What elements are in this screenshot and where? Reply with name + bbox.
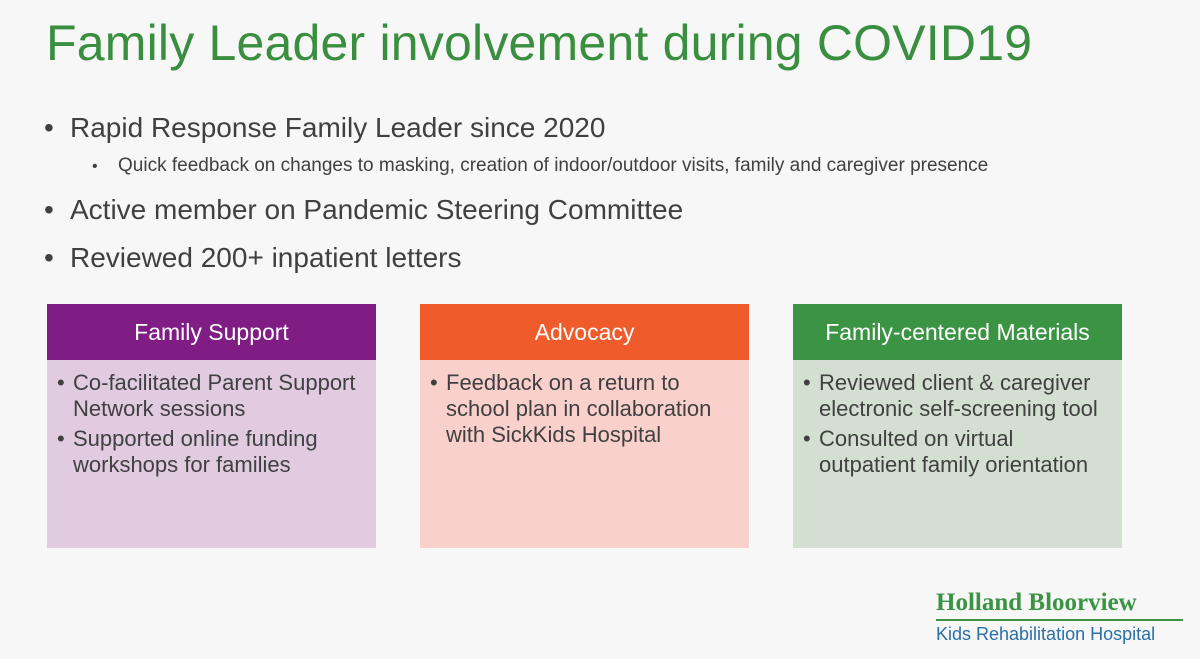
- card-item-text: Reviewed client & caregiver electronic self-screening tool: [819, 370, 1098, 421]
- card-item-text: Feedback on a return to school plan in collaboration with SickKids Hospital: [446, 370, 712, 447]
- card-body: [47, 360, 376, 548]
- card-list-item: [57, 426, 368, 478]
- card-list-item: [803, 426, 1114, 478]
- bullet-dot: •: [803, 426, 811, 451]
- card-body: [420, 360, 749, 548]
- card-family-support: [47, 304, 376, 548]
- card-item-text: Supported online funding workshops for families: [73, 426, 318, 477]
- bullet-text: Rapid Response Family Leader since 2020: [70, 112, 606, 143]
- card-item-text: Co-facilitated Parent Support Network sessions: [73, 370, 356, 421]
- bullet-item: [44, 108, 1164, 148]
- card-item-text: Consulted on virtual outpatient family orientation: [819, 426, 1089, 477]
- card-heading: Family-centered Materials: [793, 304, 1122, 360]
- card-list-item: [430, 370, 741, 448]
- bullet-dot: •: [803, 370, 811, 395]
- logo-divider: [936, 619, 1183, 621]
- bullet-dot: •: [57, 370, 65, 395]
- bullet-dot: •: [44, 242, 54, 273]
- card-body: [793, 360, 1122, 548]
- card-list-item: [803, 370, 1114, 422]
- sub-bullet-text: Quick feedback on changes to masking, creation of indoor/outdoor visits, family and caregiver presence: [118, 155, 989, 176]
- bullet-dot: •: [57, 426, 65, 451]
- slide-title: Family Leader involvement during COVID19: [46, 15, 1033, 71]
- bullet-text: Reviewed 200+ inpatient letters: [70, 242, 462, 273]
- logo-tagline: Kids Rehabilitation Hospital: [936, 624, 1156, 644]
- bullet-text: Active member on Pandemic Steering Committee: [70, 194, 684, 225]
- bullet-dot: •: [92, 158, 98, 175]
- card-family-centered-materials: [793, 304, 1122, 548]
- card-list-item: [57, 370, 368, 422]
- bullet-dot: •: [44, 194, 54, 225]
- bullet-dot: •: [44, 112, 54, 143]
- hospital-logo: [936, 588, 1186, 645]
- bullet-dot: •: [430, 370, 438, 395]
- bullet-item: [44, 186, 1164, 234]
- card-heading: Advocacy: [420, 304, 749, 360]
- bullet-item: [44, 234, 1164, 282]
- sub-bullet-item: [44, 148, 1164, 184]
- card-advocacy: [420, 304, 749, 548]
- logo-name: Holland Bloorview: [936, 589, 1137, 616]
- bullet-list: [44, 108, 1164, 282]
- card-heading: Family Support: [47, 304, 376, 360]
